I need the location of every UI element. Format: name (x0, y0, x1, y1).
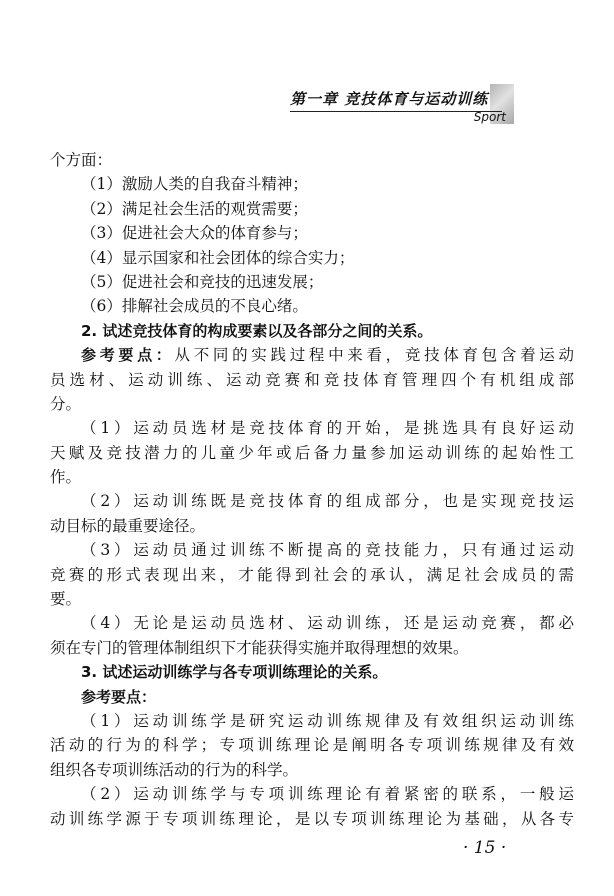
text-line: （4）无论是运动员选材、运动训练，还是运动竞赛，都必 (81, 614, 574, 633)
heading-line: 参考要点： (81, 687, 157, 706)
text-line: 组织各专项训练活动的行为的科学。 (50, 760, 299, 779)
text-line: （2）运动训练既是竞技体育的组成部分，也是实现竞技运 (81, 492, 574, 511)
text-line: （3）运动员通过训练不断提高的竞技能力，只有通过运动 (81, 541, 574, 560)
page-body (50, 148, 574, 831)
heading-line: 2. 试述竞技体育的构成要素以及各部分之间的关系。 (81, 321, 433, 340)
running-header (290, 88, 520, 132)
text-line: （2）运动训练学与专项训练理论有着紧密的联系，一般运 (81, 785, 574, 804)
text-line: 分。 (50, 394, 82, 413)
text-line: 要。 (50, 590, 82, 609)
text-line: 参考要点：从不同的实践过程中来看，竞技体育包含着运动 (81, 346, 574, 365)
text-line: 员选材、运动训练、运动竞赛和竞技体育管理四个有机组成部 (50, 370, 574, 389)
text-line: （5）促进社会和竞技的迅速发展； (81, 272, 324, 291)
heading-line: 3. 试述运动训练学与各专项训练理论的关系。 (81, 663, 388, 682)
text-line: 个方面： (50, 151, 113, 169)
text-line: 竞赛的形式表现出来，才能得到社会的承认，满足社会成员的需 (50, 565, 574, 584)
text-line: 天赋及竞技潜力的儿童少年或后备力量参加运动训练的起始性工 (50, 443, 574, 462)
chapter-title: 第一章 竞技体育与运动训练 (290, 88, 502, 112)
text-line: （1）运动训练学是研究运动训练规律及有效组织运动训练 (81, 711, 574, 730)
text-line: （4）显示国家和社会团体的综合实力； (81, 248, 355, 267)
text-line: 动目标的最重要途径。 (50, 516, 206, 535)
text-line: （2）满足社会生活的观赏需要； (81, 199, 308, 218)
text-line: （1）激励人类的自我奋斗精神； (81, 175, 308, 194)
header-subtitle: Sport (473, 110, 506, 124)
key-points-label: 参考要点： (81, 346, 175, 365)
text-line: （3）促进社会大众的体育参与； (81, 224, 308, 243)
text-line: 活动的行为的科学；专项训练理论是阐明各专项训练规律及有效 (50, 736, 574, 755)
page-number: · 15 · (463, 838, 507, 858)
text-line: 动训练学源于专项训练理论，是以专项训练理论为基础，从各专 (50, 809, 574, 828)
text-line: （1）运动员选材是竞技体育的开始，是挑选具有良好运动 (81, 419, 574, 438)
text-line: 作。 (50, 468, 82, 487)
text-line: （6）排解社会成员的不良心绪。 (81, 297, 308, 316)
text-line: 须在专门的管理体制组织下才能获得实施并取得理想的效果。 (50, 638, 469, 657)
